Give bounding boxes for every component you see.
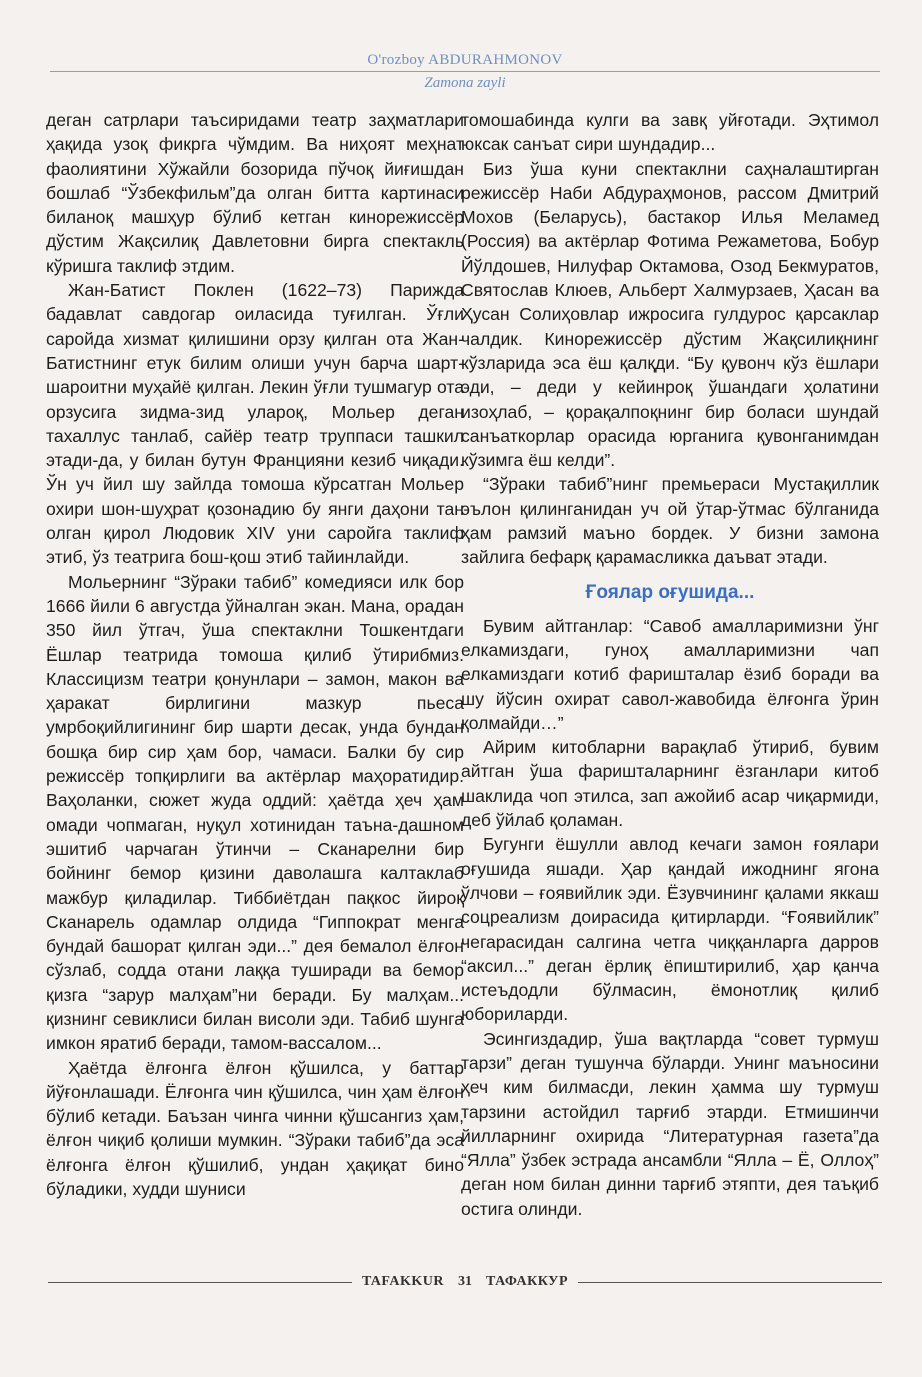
running-header bbox=[50, 50, 880, 92]
section-title: Ғоялар оғушида... bbox=[585, 581, 755, 603]
paragraph: Бувим айтганлар: “Савоб амалларимизни ўнг елкамиздаги, гуноҳ амалларимизни чап елкамиздаги котиб фаришталар ёзиб боради ва шу йўсин охират савол-жавобида ёлғонга ўрин қолмайди…” bbox=[461, 615, 879, 733]
paragraph: Жан-Батист Поклен (1622–73) Парижда бадавлат савдогар оиласида туғилган. Ўғли саройда хизмат қилишини орзу қилган ота Жан-Батистнинг етук билим олиши учун барча шарт-шароитни муҳайё қилган. Лекин ўғли тушмагур ота орзусига зидма-зид улароқ, Мольер деган тахаллус танлаб, сайёр театр труппаси ташкил этади-да, у билан бутун Францияни кезиб чиқади. Ўн уч йил шу зайлда томоша кўрсатган Мольер охири шон-шуҳрат қозонадию бу янги даҳони тан олган қирол Людовик XIV уни саройга таклиф этиб, ўз театрига бош-қош этиб тайинлайди. bbox=[46, 280, 464, 568]
header-subtitle: Zamona zayli bbox=[424, 75, 506, 91]
header-author: O'rozboy ABDURAHMONOV bbox=[367, 52, 563, 68]
footer-magazine-name-latin: TAFAKKUR bbox=[361, 1274, 445, 1289]
left-column bbox=[46, 108, 464, 1201]
paragraph: Биз ўша куни спектаклни саҳналаштирган режиссёр Наби Абдураҳмонов, рассом Дмитрий Мохов (Беларусь), бастакор Илья Меламед (Россия) ва актёрлар Фотима Режаметова, Бобур Йўлдошев, Нилуфар Октамова, Озод Бекмуратов, Святослав Клюев, Альберт Халмурзаев, Ҳасан ва Ҳусан Солиҳовлар ижросига гулдурос қарсаклар чалдик. Кинорежиссёр дўстим Жақсилиқнинг кўзларида эса ёш қалқди. “Бу қувонч кўз ёшлари эди, – деди у кейинроқ ўшандаги ҳолатини изоҳлаб, – қорақалпоқнинг бир боласи шундай санъаткорлар орасида юрганига қувонганимдан кўзимга ёш келди”. bbox=[461, 158, 879, 471]
footer-rule-right bbox=[578, 1282, 882, 1283]
paragraph: Ҳаётда ёлғонга ёлғон қўшилса, у баттар йўғонлашади. Ёлғонга чин қўшилса, чин ҳам ёлғон бўлиб кетади. Баъзан чинга чинни қўшсангиз ҳам, ёлғон чиқиб қолиши мумкин. “Зўраки табиб”да эса ёлғонга ёлғон қўшилиб, ундан ҳақиқат бино бўладики, худди шуниси bbox=[46, 1057, 464, 1200]
paragraph: Эсингиздадир, ўша вақтларда “совет турмуш тарзи” деган тушунча бўларди. Унинг маъносини ҳеч ким билмасди, лекин ҳамма шу турмуш тарзини астойдил тарғиб этарди. Етмишинчи йилларнинг охирида “Литературная газета”да “Ялла” ўзбек эстрада ансамбли “Ялла – Ё, Оллоҳ” деган ном билан динни тарғиб этяпти, дея таъқиб остига олинди. bbox=[461, 1028, 879, 1219]
footer-magazine-name-cyrillic: ТАФАККУР bbox=[486, 1274, 569, 1289]
paragraph: томошабинда кулги ва завқ уйғотади. Эҳтимол юксак санъат сири шундадир... bbox=[461, 110, 879, 155]
page-footer bbox=[48, 1270, 882, 1294]
paragraph: деган сатрлари таъсиридами театр заҳматлари ҳақида узоқ фикрга чўмдим. Ва ниҳоят меҳнат фаолиятини Хўжайли бозорида пўчоқ йиғишдан бошлаб “Ўзбекфильм”да олган битта картинаси биланоқ машҳур бўлиб кетган кинорежиссёр дўстим Жақсилиқ Давлетовни бирга спектакль кўришга таклиф этдим. bbox=[46, 110, 464, 276]
right-column bbox=[461, 108, 879, 1221]
paragraph: “Зўраки табиб”нинг премьераси Мустақиллик эълон қилинганидан уч ой ўтар-ўтмас бўлганида ҳам рамзий маъно бордек. У бизни замона зайлига бефарқ қарамасликка даъват этади. bbox=[461, 474, 879, 568]
footer-rule-left bbox=[48, 1282, 352, 1283]
header-rule bbox=[50, 71, 880, 72]
page-number: 31 bbox=[458, 1274, 473, 1289]
paragraph: Мольернинг “Зўраки табиб” комедияси илк бор 1666 йили 6 августда ўйналган экан. Мана, орадан 350 йил ўтгач, ўша спектаклни Тошкентдаги Ёшлар театрида томоша қилиб ўтирибмиз. Классицизм театри қонунлари – замон, макон ва ҳаракат бирлигини мазкур пьеса умрбоқийлигининг бир шарти десак, унда бундан бошқа бир сир ҳам бор, чамаси. Балки бу сир режиссёр топқирлиги ва актёрлар маҳоратидир. Ваҳоланки, сюжет жуда оддий: ҳаётда ҳеч ҳам омади чопмаган, нуқул хотинидан таъна-дашном эшитиб чарчаган ўтинчи – Сканарелни бир бойнинг бемор қизини даволашга калтаклаб мажбур қиладилар. Тиббиётдан пақкос йироқ Сканарель одамлар олдида “Гиппократ менга бундай башорат қилган эди...” дея бемалол ёлғон сўзлаб, содда отани лаққа туширади ва бемор қизга “зарур малҳам”ни беради. Бу малҳам... қизнинг севиклиси билан висоли эди. Табиб шунга имкон яратиб беради, тамом-вассалом... bbox=[46, 571, 464, 1054]
paragraph: Бугунги ёшулли авлод кечаги замон ғоялари оғушида яшади. Ҳар қандай ижоднинг ягона ўлчови – ғоявийлик эди. Ёзувчининг қалами яккаш соцреализм доирасида қитирларди. “Ғоявийлик” чегарасидан салгина четга чиққанларга дарров “аксил...” деган ёрлиқ ёпиштирилиб, ҳар қанча истеъдодли бўлмасин, ёмонотлиқ қилиб юбориларди. bbox=[461, 834, 879, 1025]
paragraph: Айрим китобларни варақлаб ўтириб, бувим айтган ўша фаришталарнинг ёзганлари китоб шаклида чоп этилса, зап ажойиб асар чиқармиди, деб ўйлаб қоламан. bbox=[461, 737, 879, 831]
